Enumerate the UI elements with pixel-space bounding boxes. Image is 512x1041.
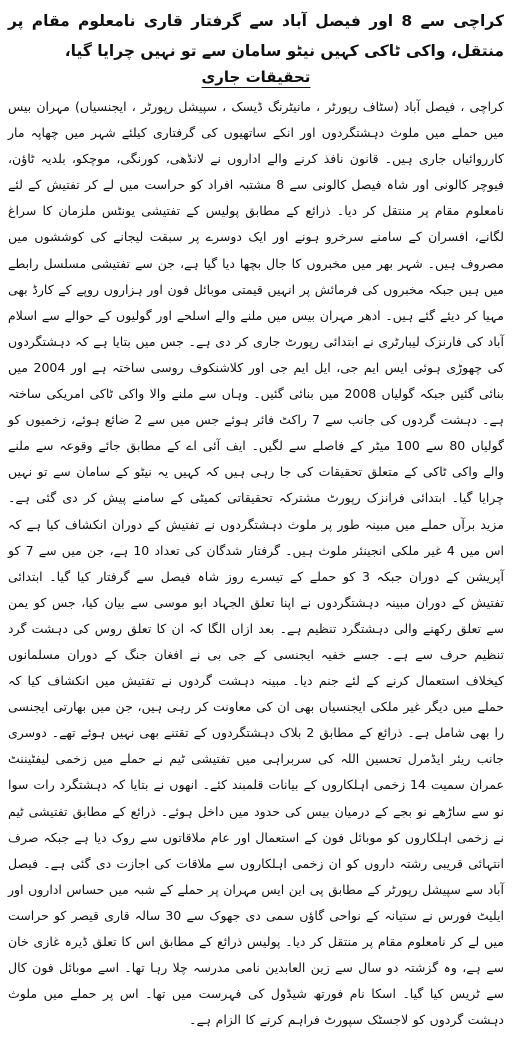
- article-headline: کراچی سے 8 اور فیصل آباد سے گرفتار قاری نامعلوم مقام پر منتقل، واکی ٹاکی کہیں نیٹو سامان سے تو نہیں چرایا گیا،: [8, 12, 504, 60]
- article-dateline: کراچی ، فیصل آباد (سٹاف رپورٹر ، مانیٹرنگ ڈیسک ، سپیشل رپورٹر ، ایجنسیاں): [75, 99, 504, 114]
- article-body: [8, 94, 504, 1033]
- article-body-text: مہران بیس میں حملے میں ملوث دہشتگردوں اور انکے ساتھیوں کی گرفتاری کیلئے شہر میں چھاپہ مار کارروائیاں جاری ہیں۔ قانون نافذ کرنے والے اداروں نے لانڈھی، کورنگی، موچکو، بلدیہ ٹاؤن، فیوچر کالونی اور شاہ فیصل کالونی سے 8 مشتبہ افراد کو حراست میں لے کر تفتیش کے لئے نامعلوم مقام پر منتقل کر دیا۔ ذرائع کے مطابق پولیس کے تفتیشی یونٹس ملزمان کا سراغ لگانے، افسران کے سامنے سرخرو ہونے اور ایک دوسرے پر سبقت لیجانے کی کوششوں میں مصروف ہیں۔ شہر بھر میں مخبروں کا جال بچھا دیا گیا ہے، جن سے تفتیشی مسلسل رابطے میں ہیں جبکہ مخبروں کی فرمائش پر انہیں قیمتی موبائل فون اور ہزاروں روپے کے کارڈ بھی مہیا کر دیئے گئے ہیں۔ ادھر مہران بیس میں ملنے والے اسلحے اور گولیوں کے حوالے سے اسلام آباد کی فارنزک لیبارٹری نے ابتدائی رپورٹ جاری کر دی ہے۔ جس میں بتایا ہے کہ دہشتگردوں کی چھوڑی ہوئی ایس ایم جی، ایل ایم جی اور کلاشنکوف روسی ساختہ ہے اور 2004 میں بنائی گئیں جبکہ گولیاں 2008 میں بنائی گئیں۔ وہاں سے ملنے والا واکی ٹاکی امریکی ساختہ ہے۔ دہشت گردوں کی جانب سے 7 راکٹ فائر ہوئے جس میں سے 2 ضائع ہوئے، زخمیوں کو گولیاں 80 سے 100 میٹر کے فاصلے سے لگیں۔ ایف آئی اے کے مطابق جائے وقوعہ سے ملنے والے واکی ٹاکی کے متعلق تحقیقات کی جا رہی ہیں کہ کہیں یہ نیٹو کے سامان سے تو نہیں چرایا گیا۔ ابتدائی فرانزک رپورٹ مشترکہ تحقیقاتی کمیٹی کے سامنے پیش کر دی گئی ہے۔ مزید برآں حملے میں مبینہ طور پر ملوث دہشتگردوں نے تفتیش کے دوران انکشاف کیا ہے کہ اس میں 4 غیر ملکی انجینئر ملوث ہیں۔ گرفتار شدگان کی تعداد 10 ہے، جن میں سے 7 کو آپریشن کے دوران جبکہ 3 کو حملے کے تیسرے روز شاہ فیصل سے گرفتار کیا گیا۔ ابتدائی تفتیش کے دوران مبینہ دہشتگردوں نے اپنا تعلق الجہاد ابو موسی سے بیان کیا، جس کو یمن سے تعلق رکھنے والی دہشتگرد تنظیم ہے۔ بعد ازاں الگا کہ ان کا تعلق روس کی دہشت گرد تنظیم حرف سے ہے۔ جسے خفیہ ایجنسی کے جی بی نے افغان جنگ کے دوران مسلمانوں کیخلاف استعمال کرنے کے لئے جنم دیا۔ مبینہ دہشت گردوں نے تفتیش میں انکشاف کیا کہ حملے میں دیگر غیر ملکی ایجنسیاں بھی ان کی معاونت کر رہی ہیں، جن میں بھارتی ایجنسی را بھی شامل ہے۔ ذرائع کے مطابق 2 بلاک دہشتگردوں کے تقتنے بھی نہیں ہوئے تھے۔ دوسری جانب ریئر ایڈمرل تحسین اللہ کی سربراہی میں تفتیشی ٹیم نے حملے میں زخمی لیفٹیننٹ عمران سمیت 14 زخمی اہلکاروں کے بیانات قلمبند کئے۔ انھوں نے بتایا کہ دہشتگرد رات سوا نو سے ساڑھے نو بجے کے درمیان بیس کی حدود میں داخل ہوئے۔ ذرائع کے مطابق تفتیشی ٹیم نے زخمی اہلکاروں کو موبائل فون کے استعمال اور عام ملاقاتوں سے روک دیا ہے جبکہ صرف انتہائی قریبی رشتہ داروں کو ان زخمی اہلکاروں سے ملاقات کی اجازت دی گئی ہے۔ فیصل آباد سے سپیشل رپورٹر کے مطابق پی این ایس مہران پر حملے کے شبہ میں حساس اداروں اور ایلیٹ فورس نے ستیانہ کے نواحی گاؤں سمی دی جھوک سے 30 سالہ قاری قیصر کو حراست میں لے کر نامعلوم مقام پر منتقل کر دیا۔ پولیس ذرائع کے مطابق اس کا تعلق ڈیرہ غازی خان سے ہے، وہ گزشتہ دو سال سے زین العابدین نامی مدرسہ چلا رہا تھا۔ اسے موبائل فون کال سے ٹریس کیا گیا۔ اسکا نام فورتھ شیڈول کی فہرست میں تھا۔ اس پر حملے میں ملوث دہشت گردوں کو لاجسٹک سپورٹ فراہم کرنے کا الزام ہے۔: [8, 99, 505, 1028]
- article-subheadline: تحقیقات جاری: [201, 68, 311, 86]
